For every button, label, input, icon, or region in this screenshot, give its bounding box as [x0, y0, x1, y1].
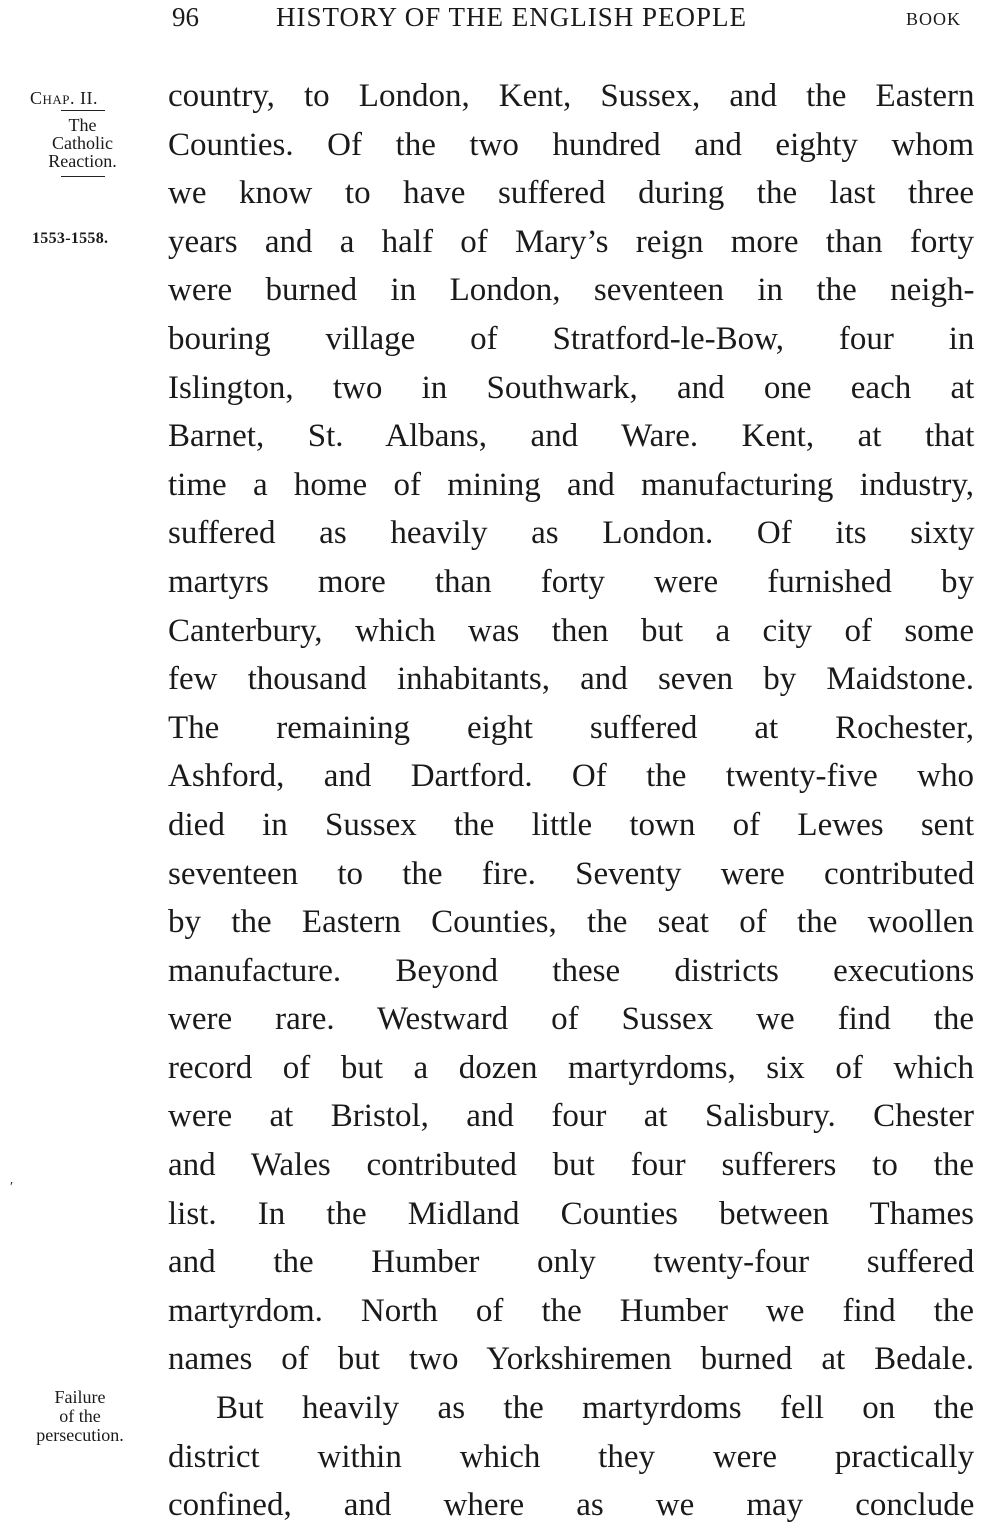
text-line: and Wales contributed but four sufferers to the [168, 1147, 974, 1184]
text-line: we know to have suffered during the last three [168, 175, 974, 212]
sidenote-rule-bottom [61, 176, 105, 177]
text-line: manufacture. Beyond these districts executions [168, 952, 975, 989]
text-line: years and a half of Mary’s reign more than forty [168, 223, 975, 260]
section-title-sidenote [0, 110, 165, 177]
stray-ink-mark: ′ [10, 1180, 14, 1195]
text-line: The remaining eight suffered at Rochester, [168, 709, 974, 746]
text-line: were at Bristol, and four at Salisbury. Chester [168, 1098, 974, 1135]
text-line: But heavily as the martyrdoms fell on the [216, 1390, 974, 1427]
text-line: Barnet, St. Albans, and Ware. Kent, at that [168, 418, 975, 455]
text-line: Counties. Of the two hundred and eighty whom [168, 126, 974, 163]
chapter-label: Chap. II. [30, 88, 99, 108]
sidenote-line: Failure [54, 1387, 106, 1407]
text-line: few thousand inhabitants, and seven by Maidstone. [168, 661, 974, 698]
text-line: time a home of mining and manufacturing industry, [168, 466, 974, 503]
running-book-label: BOOK [906, 9, 962, 29]
text-line: Canterbury, which was then but a city of some [168, 612, 974, 649]
text-line: record of but a dozen martyrdoms, six of which [168, 1049, 974, 1086]
section-title-line: Catholic [52, 133, 113, 153]
text-line: and the Humber only twenty-four suffered [168, 1244, 975, 1281]
text-line: were rare. Westward of Sussex we find the [168, 1001, 975, 1038]
text-line: suffered as heavily as London. Of its sixty [168, 515, 975, 552]
text-line: confined, and where as we may conclude [168, 1487, 975, 1524]
sidenote-line: of the [59, 1406, 101, 1426]
text-line: died in Sussex the little town of Lewes sent [168, 806, 974, 843]
text-line: martyrs more than forty were furnished by [168, 563, 974, 600]
running-title: HISTORY OF THE ENGLISH PEOPLE [276, 2, 748, 32]
sidenote-rule-top [61, 110, 105, 111]
date-sidenote: 1553-1558. [32, 230, 109, 247]
text-line: Ashford, and Dartford. Of the twenty-five who [168, 758, 974, 795]
text-line: Islington, two in Southwark, and one each at [168, 369, 975, 406]
text-line: were burned in London, seventeen in the neigh- [168, 272, 975, 309]
running-header [0, 2, 1000, 36]
failure-sidenote [0, 1388, 160, 1445]
text-line: by the Eastern Counties, the seat of the woollen [168, 904, 974, 941]
text-line: list. In the Midland Counties between Thames [168, 1195, 974, 1232]
sidenote-line: persecution. [36, 1425, 124, 1445]
body-text [168, 72, 974, 1530]
text-line: names of but two Yorkshiremen burned at Bedale. [168, 1341, 974, 1378]
text-line: seventeen to the fire. Seventy were contributed [168, 855, 975, 892]
text-line: bouring village of Stratford-le-Bow, four in [168, 320, 975, 357]
section-title-line: The [68, 115, 97, 135]
text-line: country, to London, Kent, Sussex, and the Eastern [168, 78, 975, 114]
text-line: martyrdom. North of the Humber we find the [168, 1292, 974, 1329]
section-title-line: Reaction. [48, 151, 117, 171]
text-line: district within which they were practically [168, 1438, 975, 1475]
page-number: 96 [172, 2, 199, 32]
